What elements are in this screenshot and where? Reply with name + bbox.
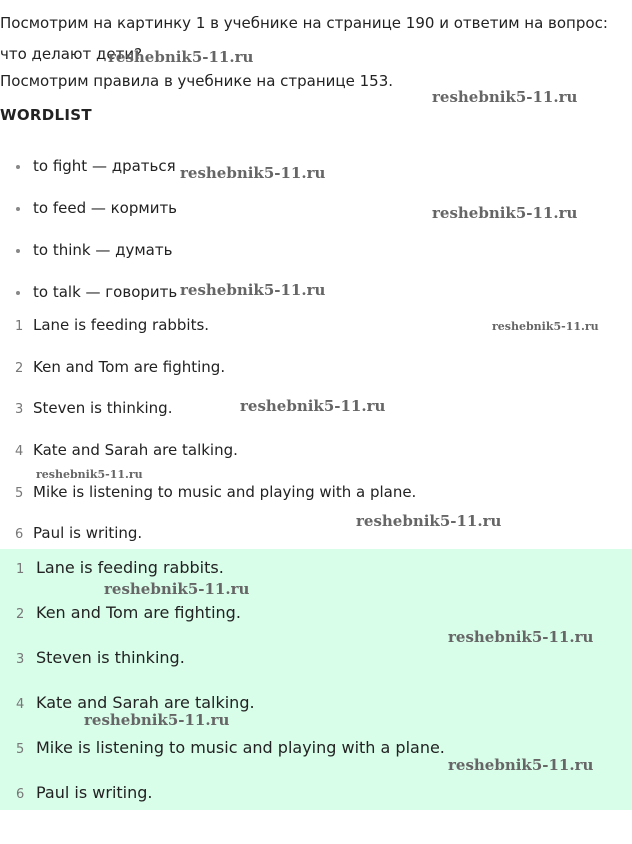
answer-item: 4 Kate and Sarah are talking.: [16, 693, 255, 712]
watermark: reshebnik5-11.ru: [448, 628, 594, 646]
sentence-item: 5 Mike is listening to music and playing with a plane.: [15, 483, 417, 501]
wordlist-heading: WORDLIST: [0, 106, 92, 124]
wordlist-item: to think — думать: [16, 241, 172, 259]
answer-item: 2 Ken and Tom are fighting.: [16, 603, 241, 622]
answer-item: 1 Lane is feeding rabbits.: [16, 558, 224, 577]
watermark: reshebnik5-11.ru: [492, 320, 599, 333]
bullet-icon: [16, 249, 20, 253]
watermark: reshebnik5-11.ru: [104, 580, 250, 598]
sentence-item: 2 Ken and Tom are fighting.: [15, 358, 226, 376]
watermark: reshebnik5-11.ru: [356, 512, 502, 530]
intro-rules-paragraph: Посмотрим правила в учебнике на странице 153.: [0, 72, 394, 90]
watermark: reshebnik5-11.ru: [180, 281, 326, 299]
answer-item: 6 Paul is writing.: [16, 783, 153, 802]
bullet-icon: [16, 207, 20, 211]
wordlist-item: to fight — драться: [16, 157, 176, 175]
sentence-item: 6 Paul is writing.: [15, 524, 143, 542]
sentence-item: 3 Steven is thinking.: [15, 399, 173, 417]
sentence-item: 4 Kate and Sarah are talking.: [15, 441, 238, 459]
watermark: reshebnik5-11.ru: [84, 711, 230, 729]
bullet-icon: [16, 291, 20, 295]
watermark: reshebnik5-11.ru: [432, 88, 578, 106]
bullet-icon: [16, 165, 20, 169]
watermark: reshebnik5-11.ru: [448, 756, 594, 774]
watermark: reshebnik5-11.ru: [240, 397, 386, 415]
watermark: reshebnik5-11.ru: [36, 468, 143, 481]
answer-item: 5 Mike is listening to music and playing with a plane.: [16, 738, 445, 757]
intro-paragraph: Посмотрим на картинку 1 в учебнике на странице 190 и ответим на вопрос: что делают дети?: [0, 14, 608, 63]
watermark: reshebnik5-11.ru: [432, 204, 578, 222]
sentence-item: 1 Lane is feeding rabbits.: [15, 316, 210, 334]
wordlist-item: to feed — кормить: [16, 199, 177, 217]
watermark: reshebnik5-11.ru: [108, 48, 254, 66]
watermark: reshebnik5-11.ru: [180, 164, 326, 182]
wordlist-item: to talk — говорить: [16, 283, 177, 301]
answer-item: 3 Steven is thinking.: [16, 648, 185, 667]
